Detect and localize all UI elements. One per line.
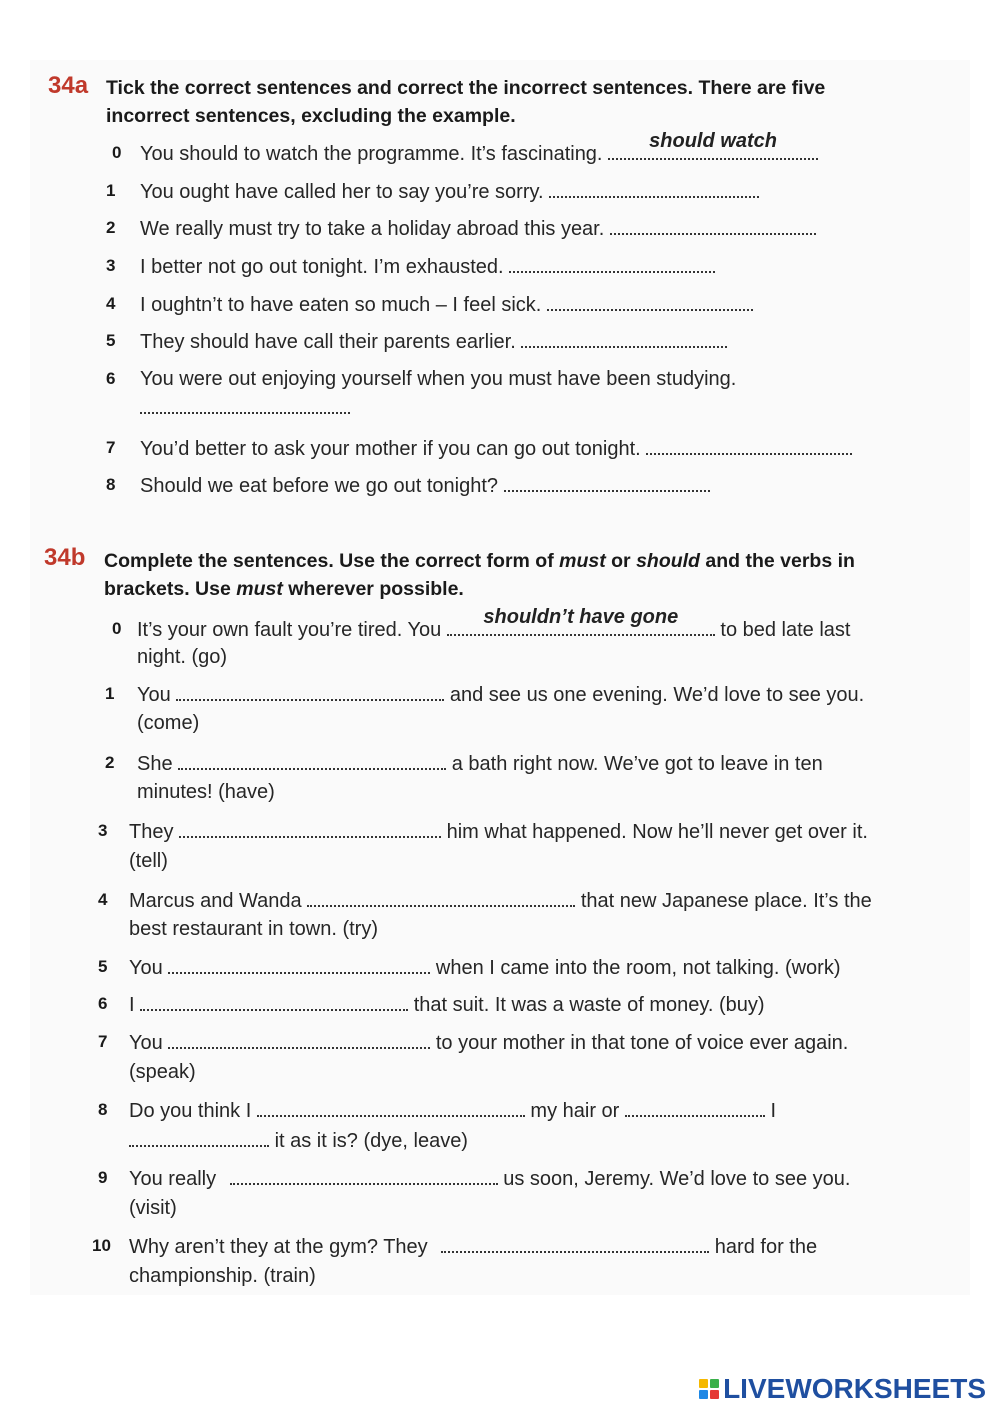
item-number: 1 — [105, 684, 115, 703]
answer-blank-34b-5[interactable] — [168, 952, 430, 974]
sentence-34a-6 — [140, 364, 736, 394]
mark-square — [710, 1390, 719, 1399]
item-number: 4 — [98, 890, 108, 909]
item-number: 3 — [106, 256, 116, 275]
sentence-text: Marcus and Wanda — [129, 890, 302, 912]
sentence-text: I oughtn’t to have eaten so much – I feel sick. — [140, 294, 542, 316]
exercise-34a-number: 34a — [48, 72, 89, 99]
sentence-text: We really must try to take a holiday abroad this year. — [140, 218, 605, 240]
liveworksheets-logo[interactable] — [699, 1372, 986, 1406]
item-number: 6 — [98, 994, 108, 1013]
sentence-text: us soon, Jeremy. We’d love to see you. — [503, 1168, 851, 1190]
sentence-34b-8-cont — [129, 1125, 468, 1156]
answer-blank-34a-8[interactable] — [504, 470, 710, 492]
exercise-34a-instruction-line2: incorrect sentences, excluding the example. — [106, 105, 516, 127]
example-answer: shouldn’t have gone — [483, 606, 679, 628]
instruction-text: brackets. Use — [104, 578, 237, 600]
sentence-34b-7 — [129, 1027, 848, 1058]
sentence-34b-0-cont: night. (go) — [137, 646, 228, 668]
item-number: 6 — [106, 369, 116, 388]
answer-blank-34a-1[interactable] — [549, 176, 759, 198]
exercise-34b-instruction-line1 — [104, 547, 855, 575]
instruction-text: wherever possible. — [282, 578, 464, 600]
item-number: 2 — [105, 753, 115, 772]
sentence-text: to bed late last — [720, 619, 851, 641]
sentence-34b-6 — [129, 989, 765, 1020]
item-number: 7 — [106, 438, 116, 457]
answer-blank-34a-4[interactable] — [547, 289, 753, 311]
sentence-text: Should we eat before we go out tonight? — [140, 475, 499, 497]
sentence-text: hard for the — [714, 1236, 818, 1258]
answer-blank-34b-8b[interactable] — [625, 1095, 765, 1117]
sentence-text: You really — [129, 1168, 217, 1190]
sentence-text: She — [137, 753, 173, 775]
sentence-34a-4 — [140, 289, 753, 320]
example-answer: should watch — [649, 130, 777, 152]
item-number: 5 — [98, 957, 108, 976]
liveworksheets-mark-icon — [699, 1379, 719, 1399]
sentence-34b-3 — [129, 816, 868, 847]
sentence-text: my hair or — [530, 1100, 620, 1122]
sentence-34b-7-cont: (speak) — [129, 1061, 196, 1083]
sentence-text: It’s your own fault you’re tired. You — [137, 619, 442, 641]
answer-blank-34b-1[interactable] — [176, 679, 444, 701]
sentence-34b-0 — [137, 606, 851, 645]
instruction-text: and the verbs in — [699, 550, 855, 572]
sentence-text: You ought have called her to say you’re sorry. — [140, 181, 544, 203]
sentence-34a-5 — [140, 326, 727, 357]
sentence-34a-3 — [140, 251, 715, 282]
sentence-34b-3-cont: (tell) — [129, 850, 168, 872]
sentence-34b-10-cont: championship. (train) — [129, 1265, 316, 1287]
sentence-text: You — [129, 957, 163, 979]
instruction-emphasis: should — [636, 550, 700, 572]
item-number: 0 — [112, 143, 122, 162]
sentence-34b-4 — [129, 885, 872, 916]
sentence-34b-9 — [129, 1163, 850, 1194]
sentence-text: You — [137, 684, 171, 706]
sentence-text: that new Japanese place. It’s the — [580, 890, 872, 912]
item-number: 9 — [98, 1168, 108, 1187]
answer-blank-34b-0[interactable] — [447, 606, 715, 636]
sentence-text: it as it is? (dye, leave) — [274, 1130, 468, 1152]
item-number: 0 — [112, 619, 122, 638]
answer-blank-34a-5[interactable] — [521, 326, 727, 348]
sentence-34b-1 — [137, 679, 864, 710]
sentence-text: Why aren’t they at the gym? They — [129, 1236, 428, 1258]
answer-blank-34a-2[interactable] — [610, 213, 816, 235]
item-number: 8 — [106, 475, 116, 494]
instruction-emphasis: must — [236, 578, 283, 600]
item-number: 10 — [92, 1236, 111, 1255]
mark-square — [710, 1379, 719, 1388]
answer-blank-34b-3[interactable] — [179, 816, 441, 838]
exercise-34a-instruction-line1: Tick the correct sentences and correct the incorrect sentences. There are five — [106, 77, 826, 99]
answer-blank-34a-0[interactable] — [608, 130, 818, 160]
sentence-34a-6-blank-row — [140, 392, 350, 423]
sentence-text: when I came into the room, not talking. (work) — [435, 957, 841, 979]
sentence-text: Do you think I — [129, 1100, 252, 1122]
sentence-34b-4-cont: best restaurant in town. (try) — [129, 918, 378, 940]
item-number: 4 — [106, 294, 116, 313]
answer-blank-34a-6[interactable] — [140, 392, 350, 414]
item-number: 7 — [98, 1032, 108, 1051]
sentence-text: I — [129, 994, 135, 1016]
item-number: 2 — [106, 218, 116, 237]
sentence-34b-8 — [129, 1095, 776, 1126]
sentence-text: a bath right now. We’ve got to leave in ten — [451, 753, 823, 775]
sentence-34a-1 — [140, 176, 759, 207]
mark-square — [699, 1390, 708, 1399]
sentence-text: They — [129, 821, 174, 843]
item-number: 1 — [106, 181, 116, 200]
sentence-34a-0 — [140, 130, 818, 169]
answer-blank-34b-7[interactable] — [168, 1027, 430, 1049]
sentence-34b-2-cont: minutes! (have) — [137, 781, 275, 803]
answer-blank-34b-6[interactable] — [140, 989, 408, 1011]
sentence-text: him what happened. Now he’ll never get over it. — [446, 821, 868, 843]
sentence-text: and see us one evening. We’d love to see you. — [449, 684, 865, 706]
sentence-34b-9-cont: (visit) — [129, 1197, 177, 1219]
sentence-text: You — [129, 1032, 163, 1054]
sentence-34a-2 — [140, 213, 816, 244]
answer-blank-34b-8c[interactable] — [129, 1125, 269, 1147]
sentence-text: You should to watch the programme. It’s fascinating. — [140, 143, 603, 165]
instruction-emphasis: must — [559, 550, 606, 572]
answer-blank-34b-2[interactable] — [178, 748, 446, 770]
sentence-text: I better not go out tonight. I’m exhausted. — [140, 256, 504, 278]
sentence-34b-5 — [129, 952, 841, 983]
sentence-text: I — [770, 1100, 777, 1122]
sentence-34b-2 — [137, 748, 823, 779]
sentence-34b-1-cont: (come) — [137, 712, 200, 734]
exercise-34b-number: 34b — [44, 544, 86, 571]
item-number: 8 — [98, 1100, 108, 1119]
sentence-text: They should have call their parents earlier. — [140, 331, 516, 353]
answer-blank-34b-9[interactable] — [230, 1163, 498, 1185]
answer-blank-34a-3[interactable] — [509, 251, 715, 273]
logo-text: LIVEWORKSHEETS — [723, 1373, 986, 1404]
instruction-text: or — [605, 550, 637, 572]
instruction-text: Complete the sentences. Use the correct form of — [104, 550, 560, 572]
mark-square — [699, 1379, 708, 1388]
sentence-text: You were out enjoying yourself when you must have been studying. — [140, 368, 737, 390]
answer-blank-34b-8a[interactable] — [257, 1095, 525, 1117]
sentence-text: You’d better to ask your mother if you can go out tonight. — [140, 438, 641, 460]
exercise-34b-instruction-line2 — [104, 575, 464, 603]
item-number: 3 — [98, 821, 108, 840]
answer-blank-34b-4[interactable] — [307, 885, 575, 907]
sentence-34a-7 — [140, 433, 852, 464]
answer-blank-34b-10[interactable] — [441, 1231, 709, 1253]
sentence-text: that suit. It was a waste of money. (buy) — [413, 994, 765, 1016]
sentence-34a-8 — [140, 470, 710, 501]
sentence-34b-10 — [129, 1231, 817, 1262]
answer-blank-34a-7[interactable] — [646, 433, 852, 455]
sentence-text: to your mother in that tone of voice ever again. — [435, 1032, 849, 1054]
item-number: 5 — [106, 331, 116, 350]
